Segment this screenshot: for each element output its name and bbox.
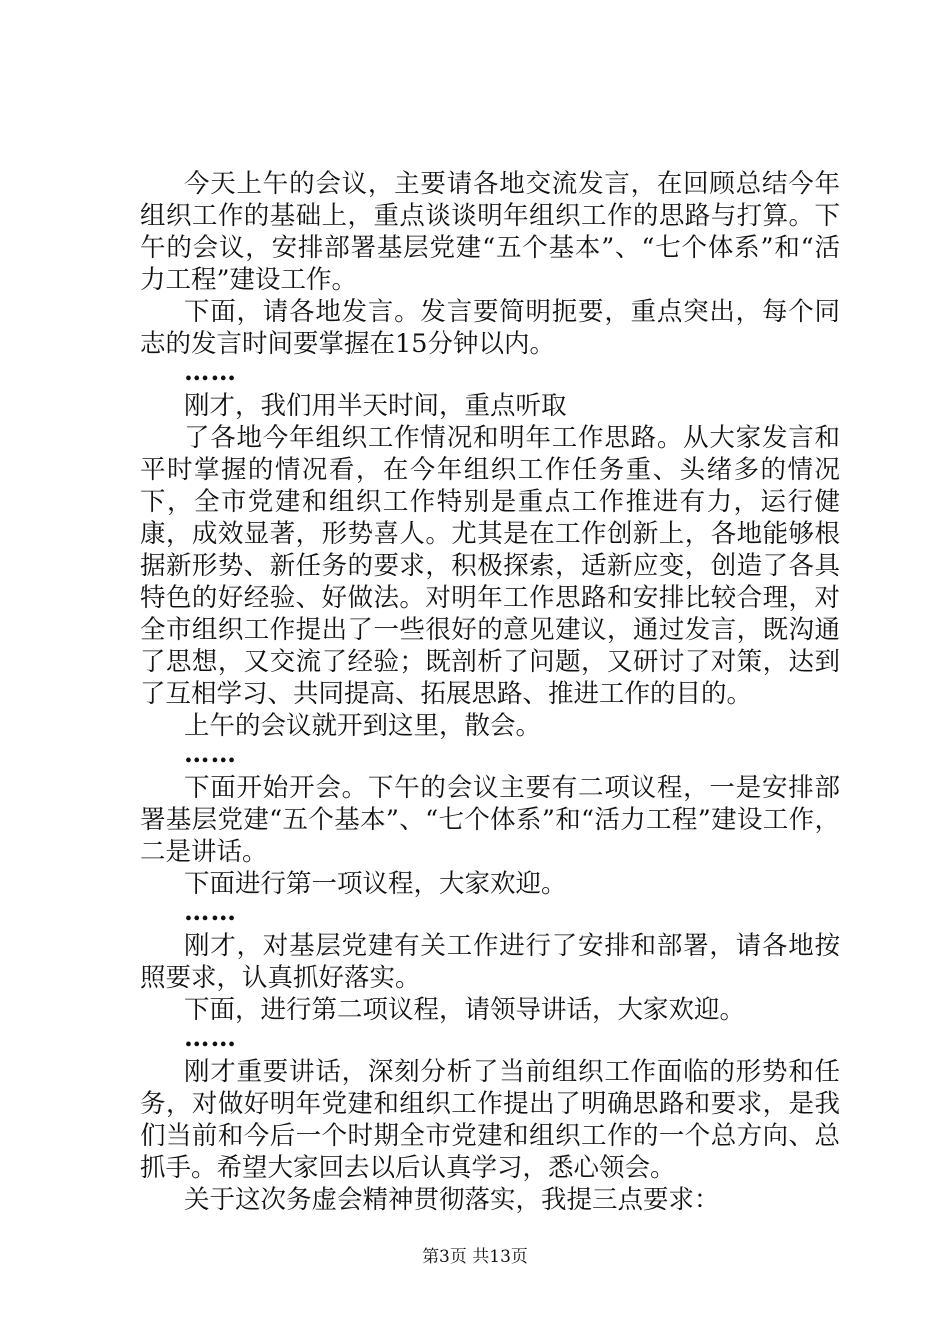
- ellipsis-separator: ……: [184, 897, 237, 927]
- paragraph: 刚才重要讲话，深刻分析了当前组织工作面临的形势和任务，对做好明年党建和组织工作提出了明确思路和要求，是我们当前和今后一个时期全市党建和组织工作的一个总方向、总抓手。希望大家回去以后认真学习，悉心领会。: [140, 1057, 840, 1183]
- paragraph: 刚才，我们用半天时间，重点听取: [184, 391, 567, 421]
- paragraph: 下面开始开会。下午的会议主要有二项议程，一是安排部署基层党建“五个基本”、“七个体系”和“活力工程”建设工作，二是讲话。: [140, 773, 840, 867]
- paragraph: 下面进行第一项议程，大家欢迎。: [184, 869, 567, 899]
- paragraph: 今天上午的会议，主要请各地交流发言，在回顾总结今年组织工作的基础上，重点谈谈明年组织工作的思路与打算。下午的会议，安排部署基层党建“五个基本”、“七个体系”和“活力工程”建设工作。: [140, 169, 840, 295]
- paragraph: 下面，进行第二项议程，请领导讲话，大家欢迎。: [184, 995, 746, 1025]
- page-footer: [0, 1242, 950, 1267]
- document-body: [140, 168, 840, 1216]
- ellipsis-separator: ……: [184, 1023, 237, 1053]
- paragraph: 关于这次务虚会精神贯彻落实，我提三点要求：: [184, 1185, 720, 1215]
- ellipsis-separator: ……: [184, 357, 237, 387]
- paragraph: 下面，请各地发言。发言要简明扼要，重点突出，每个同志的发言时间要掌握在15分钟以内。: [140, 297, 840, 359]
- ellipsis-separator: ……: [184, 739, 237, 769]
- paragraph: 上午的会议就开到这里，散会。: [184, 711, 542, 741]
- paragraph: 刚才，对基层党建有关工作进行了安排和部署，请各地按照要求，认真抓好落实。: [140, 931, 840, 993]
- page-number: 第3页 共13页: [422, 1247, 528, 1267]
- paragraph: 了各地今年组织工作情况和明年工作思路。从大家发言和平时掌握的情况看，在今年组织工作任务重、头绪多的情况下，全市党建和组织工作特别是重点工作推进有力，运行健康，成效显著，形势喜人。尤其是在工作创新上，各地能够根据新形势、新任务的要求，积极探索，适新应变，创造了各具特色的好经验、好做法。对明年工作思路和安排比较合理，对全市组织工作提出了一些很好的意见建议，通过发言，既沟通了思想，又交流了经验；既剖析了问题，又研讨了对策，达到了互相学习、共同提高、拓展思路、推进工作的目的。: [140, 423, 840, 709]
